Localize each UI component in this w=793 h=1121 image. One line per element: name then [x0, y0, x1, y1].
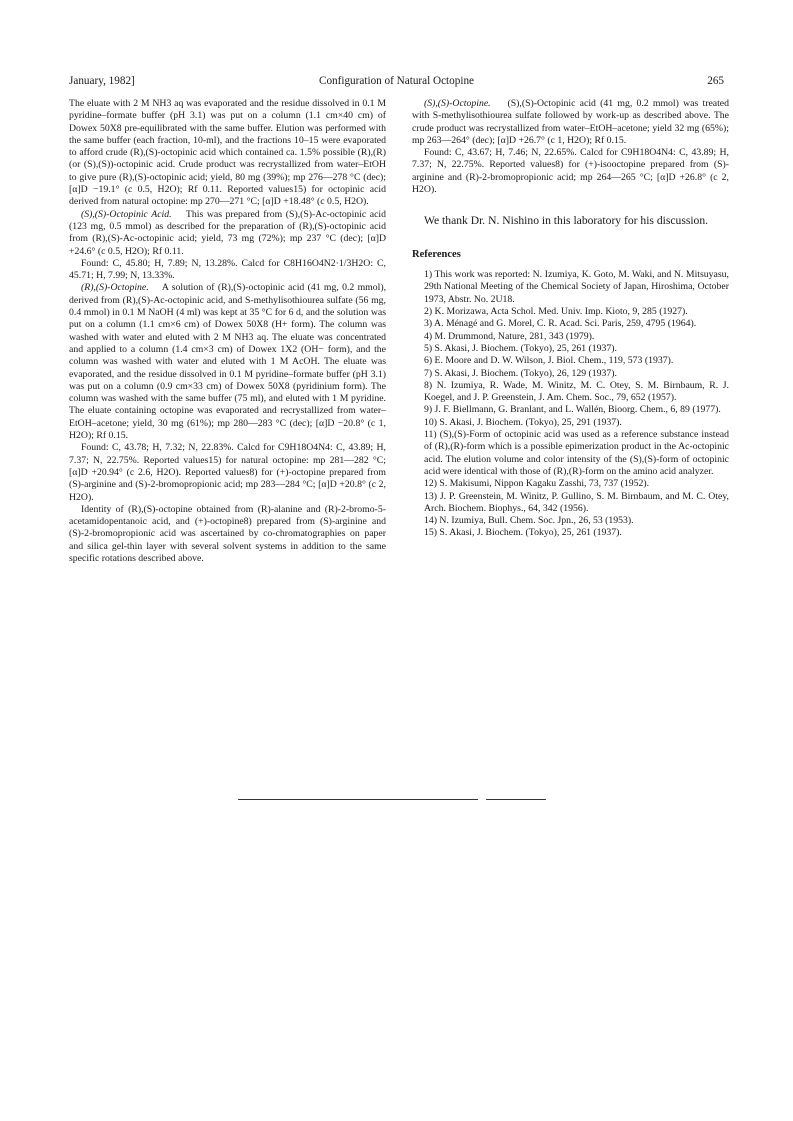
paragraph-text: (S),(S)-Octopinic acid (41 mg, 0.2 mmol) was treated with S-methylisothiourea sulfate followed by work-up as described above. The crude product was recrystallized from water–EtOH–acetone; yield 32 mg (65%); mp 263—264° (dec); [α]D +26.7° (c 1, H2O); Rf 0.15. — [412, 98, 730, 146]
reference-item: 6) E. Moore and D. W. Wilson, J. Biol. Chem., 119, 573 (1937). — [424, 355, 674, 367]
reference-item: 12) S. Makisumi, Nippon Kagaku Zasshi, 73, 737 (1952). — [424, 478, 650, 490]
reference-item: 11) (S),(S)-Form of octopinic acid was used as a reference substance instead of (R),(R)-form which is a possible epimerization product in the Ac-octopinic acid. The elution volume and color intensity of the (S),(S)-form of octopinic acid were identical with those of (R),(R)-form on the amino acid analyzer. — [424, 429, 729, 477]
running-header — [69, 75, 724, 91]
reference-item: 7) S. Akasi, J. Biochem. (Tokyo), 26, 129 (1937). — [424, 367, 617, 379]
paragraph-ss-octopinic-acid — [69, 209, 386, 258]
reference-item: 8) N. Izumiya, R. Wade, M. Winitz, M. C. Otey, S. M. Birnbaum, R. J. Koegel, and J. P. Greenstein, J. Am. Chem. Soc., 79, 652 (1957). — [424, 379, 729, 404]
reference-item: 14) N. Izumiya, Bull. Chem. Soc. Jpn., 26, 53 (1953). — [424, 515, 634, 527]
paragraph-found-3: Found: C, 43.67; H, 7.46; N, 22.65%. Calcd for C9H18O4N4: C, 43.89; H, 7.37; N, 22.75%. Reported values8) for (+)-isooctopine prepared from (S)-arginine and (R)-2-bromopropionic acid; mp 264—265 °C; [α]D +26.8° (c 2, H2O). — [412, 147, 729, 196]
reference-item: 15) S. Akasi, J. Biochem. (Tokyo), 25, 261 (1937). — [424, 527, 622, 539]
paragraph-eluate: The eluate with 2 M NH3 aq was evaporated and the residue dissolved in 0.1 M pyridine–formate buffer (pH 3.1) was put on a column (1.1 cm×40 cm) of Dowex 50X8 pre-equilibrated with the same buffer. Elution was performed with the same buffer (each fraction, 10-ml), and the fractions 10–15 were evaporated to afford crude (R),(S)-octopinic acid which contained ca. 1.5% possible (R),(R) (or (S),(S))-octopinic acid. Crude product was recrystallized from water–EtOH to give pure (R),(S)-octopinic acid; yield, 80 mg (39%); mp 276—278 °C (dec); [α]D −19.1° (c 0.5, H2O); Rf 0.11. Reported values15) for octopinic acid derived from natural octopine: mp 270—271 °C; [α]D +18.48° (c 0.5, H2O). — [69, 98, 386, 208]
section-heading: (S),(S)-Octopinic Acid. — [81, 208, 172, 220]
reference-list — [412, 269, 729, 540]
reference-item: 10) S. Akasi, J. Biochem. (Tokyo), 25, 291 (1937). — [424, 416, 622, 428]
header-title: Configuration of Natural Octopine — [318, 75, 475, 87]
reference-item: 1) This work was reported: N. Izumiya, K. Goto, M. Waki, and N. Mitsuyasu, 29th National Meeting of the Chemical Society of Japan, Hiroshima, October 1973, Abstr. No. 2U18. — [424, 269, 729, 305]
reference-item: 2) K. Morizawa, Acta Schol. Med. Univ. Imp. Kioto, 9, 285 (1927). — [424, 306, 688, 318]
references-heading: References — [412, 248, 461, 260]
paragraph-text: A solution of (R),(S)-octopinic acid (41 mg, 0.2 mmol), derived from (R),(S)-Ac-octopinic acid, and S-methylisothiourea sulfate (56 mg, 0.4 mmol) in 0.1 M NaOH (4 ml) was kept at 35 °C for 6 d, and the solution was put on a column (1.1 cm×6 cm) of Dowex 50X8 (H+ form). The column was washed with water and eluted with 2 M NH3 aq. The eluate was concentrated and applied to a column (1.4 cm×3 cm) of Dowex 1X2 (OH− form), and the column was washed with water and eluted with 1 M AcOH. The eluate was evaporated, and the residue dissolved in 0.1 M pyridine–formate buffer (pH 3.1) was put on a column (0.9 cm×33 cm) of Dowex 50X8 (pyridinium form). The column was washed with the same buffer (75 ml), and eluted with 1 M pyridine. The eluate containing octopine was evaporated and recrystallized from water–EtOH–acetone; yield, 30 mg (61%); mp 280—283 °C (dec); [α]D −20.8° (c 1, H2O); Rf 0.15. — [69, 282, 387, 442]
reference-item: 4) M. Drummond, Nature, 281, 343 (1979). — [424, 330, 595, 342]
end-rule — [238, 799, 478, 800]
left-column — [69, 98, 386, 565]
paragraph-rs-octopine — [69, 282, 386, 442]
paragraph-found-2: Found: C, 43.78; H, 7.32; N, 22.83%. Calcd for C9H18O4N4: C, 43.89; H, 7.37; N, 22.75%. Reported values15) for natural octopine: mp 281—282 °C; [α]D +20.94° (c 2.6, H2O). Reported values8) for (+)-octopine prepared from (S)-arginine and (S)-2-bromopropionic acid; mp 283—284 °C; [α]D +20.8° (c 2, H2O). — [69, 442, 386, 503]
paragraph-text: This was prepared from (S),(S)-Ac-octopinic acid (123 mg, 0.5 mmol) as described for the preparation of (R),(S)-octopinic acid from (R),(S)-Ac-octopinic acid; yield, 73 mg (72%); mp 237 °C (dec); [α]D +24.6° (c 0.5, H2O); Rf 0.11. — [69, 208, 387, 257]
section-heading: (S),(S)-Octopine. — [424, 98, 491, 109]
reference-item: 13) J. P. Greenstein, M. Winitz, P. Gullino, S. M. Birnbaum, and M. C. Otey, Arch. Biochem. Biophys., 64, 342 (1956). — [424, 490, 729, 514]
header-date: January, 1982] — [69, 75, 135, 87]
right-column — [412, 98, 729, 540]
reference-item: 5) S. Akasi, J. Biochem. (Tokyo), 25, 261 (1937). — [424, 342, 617, 354]
paragraph-ss-octopine — [412, 98, 729, 147]
reference-item: 9) J. F. Biellmann, G. Branlant, and L. Wallén, Bioorg. Chem., 6, 89 (1977). — [424, 404, 721, 416]
page-number: 265 — [707, 75, 724, 87]
section-heading: (R),(S)-Octopine. — [81, 282, 149, 294]
acknowledgement: We thank Dr. N. Nishino in this laboratory for his discussion. — [424, 214, 709, 228]
end-rule-short — [486, 799, 546, 800]
paragraph-identity: Identity of (R),(S)-octopine obtained from (R)-alanine and (R)-2-bromo-5-acetamidopentanoic acid, and (+)-octopine8) prepared from (S)-arginine and (S)-2-bromopropionic acid was ascertained by co-chromatographies on paper and silica gel-thin layer with several solvent systems in addition to the same specific rotations described above. — [69, 503, 386, 564]
reference-item: 3) A. Ménagé and G. Morel, C. R. Acad. Sci. Paris, 259, 4795 (1964). — [424, 318, 697, 330]
paragraph-found-1: Found: C, 45.80; H, 7.89; N, 13.28%. Calcd for C8H16O4N2·1/3H2O: C, 45.71; H, 7.99; N, 13.33%. — [69, 257, 386, 282]
